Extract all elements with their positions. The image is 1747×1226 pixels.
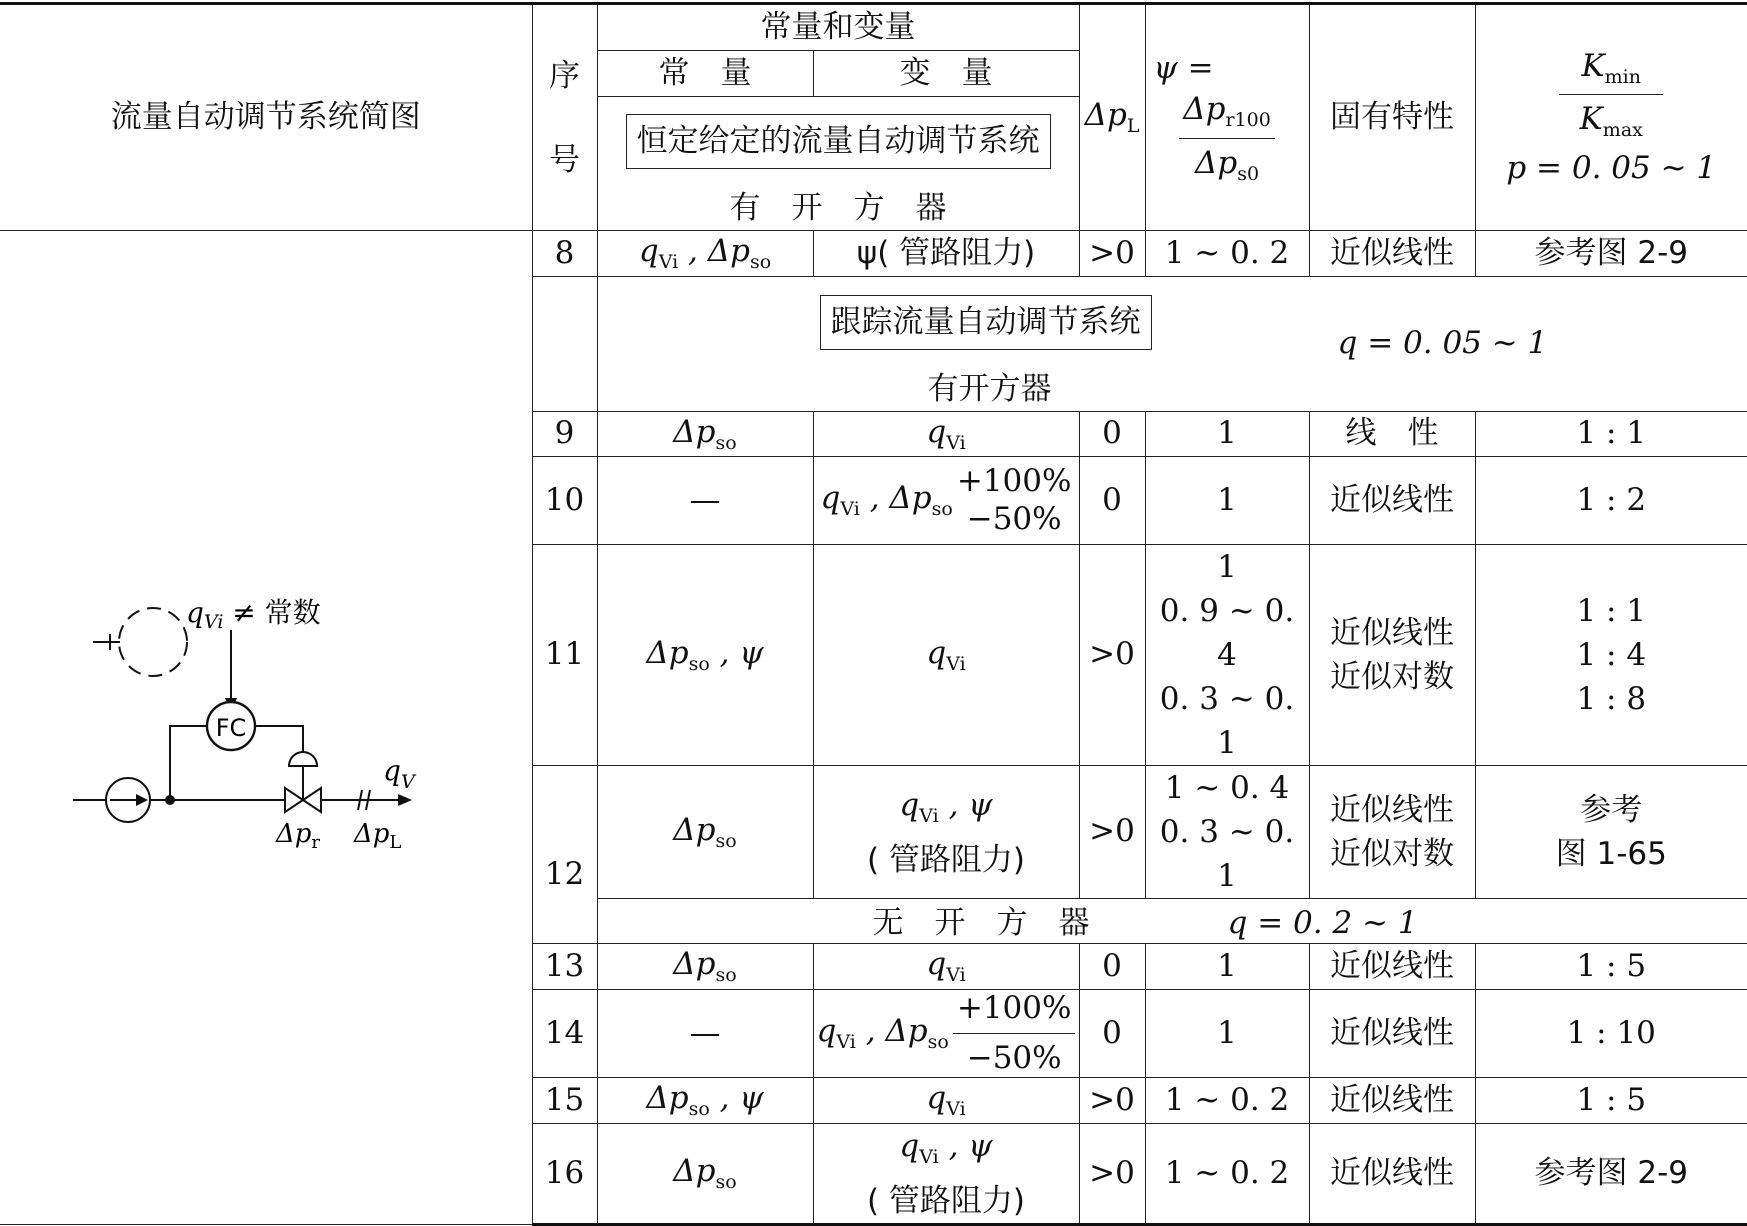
- const-var-header: 常量和变量: [597, 4, 1079, 51]
- psi-cell: 1: [1145, 412, 1309, 457]
- var-cell: $q_{Vi}$ , $\Delta p_{so}$ +100% −50%: [813, 457, 1079, 545]
- seq-header: 序 号: [532, 4, 597, 231]
- seq-cell: 8: [532, 231, 597, 277]
- seq-cell: 13: [532, 944, 597, 990]
- psi-header: ψ = $\frac{\Delta p_{r100}}{\Delta p_{s0}}$: [1145, 4, 1309, 231]
- system-label-cell: [597, 97, 1079, 187]
- const-cell: $\Delta p_{so}$ , ψ: [597, 545, 813, 766]
- k-header: $\frac{K_{min}}{K_{max}}$ p = 0. 05 ~ 1: [1475, 4, 1747, 231]
- dpl-cell: >0: [1079, 766, 1145, 899]
- char-cell: 近似线性: [1309, 1124, 1475, 1225]
- dpl-cell: 0: [1079, 412, 1145, 457]
- psi-cell: 1 ~ 0. 2: [1145, 231, 1309, 277]
- const-cell: $q_{Vi}$ , $\Delta p_{so}$: [597, 231, 813, 277]
- fc-label: FC: [215, 714, 247, 742]
- tracking-divider: 有开方器: [927, 371, 1052, 407]
- dpl-cell: >0: [1079, 1078, 1145, 1124]
- diagram-svg: [58, 590, 478, 860]
- outlet-arrow-icon: [398, 794, 412, 806]
- dpr-label: $\Delta p_r$: [276, 819, 321, 853]
- flow-control-diagram: [58, 590, 478, 860]
- diagram-title: 流量自动调节系统简图: [0, 4, 532, 231]
- psi-cell: 1: [1145, 457, 1309, 545]
- var-header: 变 量: [813, 51, 1079, 97]
- seq-cell: 12: [532, 766, 597, 944]
- no-divider-q-range: q = 0. 2 ~ 1: [1227, 905, 1418, 941]
- dpl-cell: 0: [1079, 990, 1145, 1078]
- char-cell: 线 性: [1309, 412, 1475, 457]
- char-cell: 近似线性: [1309, 1078, 1475, 1124]
- seq-cell: 14: [532, 990, 597, 1078]
- junction-dot: [165, 795, 175, 805]
- dpl-cell: >0: [1079, 1124, 1145, 1225]
- inherent-header: 固有特性: [1309, 4, 1475, 231]
- tracking-section: [597, 277, 1747, 412]
- no-divider-section: [597, 899, 1747, 944]
- dpl-label: $\Delta p_L$: [354, 819, 402, 853]
- k-cell: 参考图 2-9: [1475, 231, 1747, 277]
- k-cell: 1 : 1: [1475, 412, 1747, 457]
- var-cell: $q_{Vi}$: [813, 944, 1079, 990]
- const-cell: —: [597, 990, 813, 1078]
- var-cell: $q_{Vi}$ , $\Delta p_{so}$ $\frac{+100\%}{-50\%}$: [813, 990, 1079, 1078]
- const-cell: $\Delta p_{so}$ , ψ: [597, 1078, 813, 1124]
- tracking-title: 跟踪流量自动调节系统: [820, 295, 1152, 350]
- dpl-cell: 0: [1079, 457, 1145, 545]
- seq-cell: 15: [532, 1078, 597, 1124]
- var-cell: $q_{Vi}$: [813, 1078, 1079, 1124]
- var-cell: ψ( 管路阻力): [813, 231, 1079, 277]
- k-cell: 参考图 2-9: [1475, 1124, 1747, 1225]
- const-header: 常 量: [597, 51, 813, 97]
- dashed-source-circle: [119, 608, 187, 676]
- char-cell: 近似线性: [1309, 990, 1475, 1078]
- k-cell: 1 : 5: [1475, 944, 1747, 990]
- char-cell: 近似线性: [1309, 457, 1475, 545]
- with-divider-label: 有 开 方 器: [597, 187, 1079, 231]
- dpl-cell: 0: [1079, 944, 1145, 990]
- psi-cell: 1 ~ 0. 2: [1145, 1078, 1309, 1124]
- no-divider-title: 无 开 方 器: [872, 905, 1090, 941]
- char-cell: 近似线性: [1309, 944, 1475, 990]
- const-cell: —: [597, 457, 813, 545]
- psi-cell: 1 ~ 0. 2: [1145, 1124, 1309, 1225]
- k-cell: 参考 图 1-65: [1475, 766, 1747, 899]
- const-cell: $\Delta p_{so}$: [597, 412, 813, 457]
- char-cell: 近似线性: [1309, 231, 1475, 277]
- var-cell: $q_{Vi}$: [813, 412, 1079, 457]
- qvi-neq: ≠ 常数: [223, 596, 321, 629]
- psi-cell: 1: [1145, 990, 1309, 1078]
- char-cell: 近似线性 近似对数: [1309, 766, 1475, 899]
- measurement-line: [170, 726, 207, 800]
- dpl-header: $\Delta p_L$: [1079, 4, 1145, 231]
- seq-cell: 11: [532, 545, 597, 766]
- seq-cell-blank: [532, 277, 597, 412]
- valve-actuator-icon: [289, 752, 317, 766]
- psi-cell: 1: [1145, 944, 1309, 990]
- k-cell: 1 : 2: [1475, 457, 1747, 545]
- k-cell: 1 : 5: [1475, 1078, 1747, 1124]
- seq-cell: 9: [532, 412, 597, 457]
- var-cell: $q_{Vi}$ , ψ ( 管路阻力): [813, 1124, 1079, 1225]
- dpl-cell: >0: [1079, 545, 1145, 766]
- qv-label: $q_V$: [383, 754, 415, 793]
- char-cell: 近似线性 近似对数: [1309, 545, 1475, 766]
- k-cell: 1 : 1 1 : 4 1 : 8: [1475, 545, 1747, 766]
- dpl-cell: >0: [1079, 231, 1145, 277]
- psi-cell: 1 ~ 0. 4 0. 3 ~ 0. 1: [1145, 766, 1309, 899]
- qvi-label: $q_{Vi}$ ≠ 常数: [186, 596, 321, 633]
- seq-cell: 10: [532, 457, 597, 545]
- psi-cell: 1 0. 9 ~ 0. 4 0. 3 ~ 0. 1: [1145, 545, 1309, 766]
- system-label: 恒定给定的流量自动调节系统: [626, 114, 1051, 169]
- tracking-q-range: q = 0. 05 ~ 1: [1337, 325, 1548, 361]
- const-cell: $\Delta p_{so}$: [597, 944, 813, 990]
- var-cell: $q_{Vi}$: [813, 545, 1079, 766]
- k-cell: 1 : 10: [1475, 990, 1747, 1078]
- seq-cell: 16: [532, 1124, 597, 1225]
- const-cell: $\Delta p_{so}$: [597, 1124, 813, 1225]
- const-cell: $\Delta p_{so}$: [597, 766, 813, 899]
- var-cell: $q_{Vi}$ , ψ ( 管路阻力): [813, 766, 1079, 899]
